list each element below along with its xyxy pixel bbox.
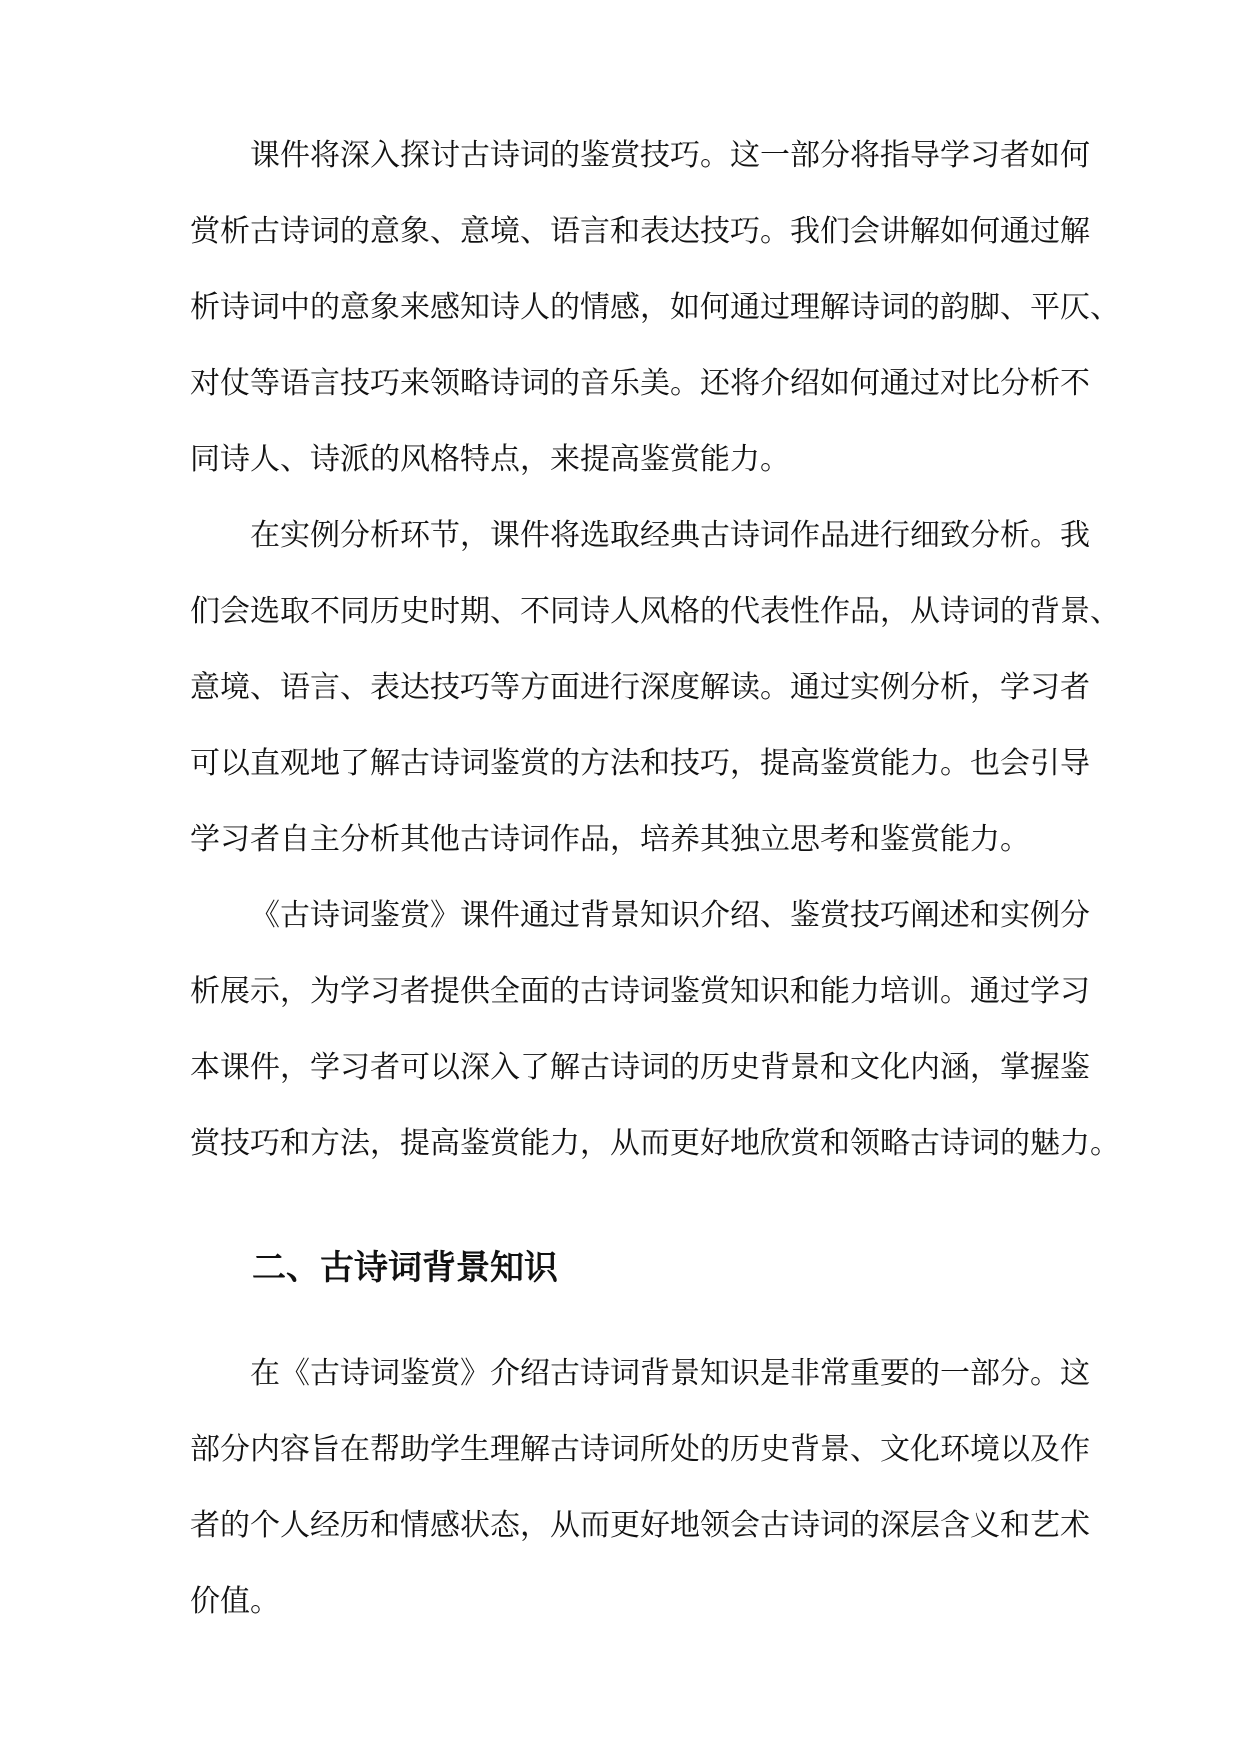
section-heading: 二、古诗词背景知识 [252, 1248, 558, 1288]
paragraph-case-analysis [190, 498, 1120, 878]
paragraph-line: 赏技巧和方法，提高鉴赏能力，从而更好地欣赏和领略古诗词的魅力。 [190, 1126, 1120, 1161]
paragraph-line: 部分内容旨在帮助学生理解古诗词所处的历史背景、文化环境以及作 [190, 1432, 1090, 1467]
paragraph-line: 《古诗词鉴赏》课件通过背景知识介绍、鉴赏技巧阐述和实例分 [250, 898, 1090, 933]
paragraph-line: 析展示，为学习者提供全面的古诗词鉴赏知识和能力培训。通过学习 [190, 974, 1090, 1009]
paragraph-line: 课件将深入探讨古诗词的鉴赏技巧。这一部分将指导学习者如何 [250, 138, 1090, 173]
paragraph-line: 对仗等语言技巧来领略诗词的音乐美。还将介绍如何通过对比分析不 [190, 366, 1090, 401]
paragraph-line: 价值。 [190, 1584, 280, 1619]
paragraph-background-knowledge [190, 1336, 1090, 1640]
paragraph-line: 者的个人经历和情感状态，从而更好地领会古诗词的深层含义和艺术 [190, 1508, 1090, 1543]
paragraph-line: 同诗人、诗派的风格特点，来提高鉴赏能力。 [190, 442, 790, 477]
paragraph-line: 在《古诗词鉴赏》介绍古诗词背景知识是非常重要的一部分。这 [250, 1356, 1090, 1391]
paragraph-course-summary [190, 878, 1120, 1182]
paragraph-line: 意境、语言、表达技巧等方面进行深度解读。通过实例分析，学习者 [190, 670, 1090, 705]
paragraph-line: 析诗词中的意象来感知诗人的情感，如何通过理解诗词的韵脚、平仄、 [190, 290, 1120, 325]
paragraph-line: 赏析古诗词的意象、意境、语言和表达技巧。我们会讲解如何通过解 [190, 214, 1090, 249]
paragraph-line: 们会选取不同历史时期、不同诗人风格的代表性作品，从诗词的背景、 [190, 594, 1120, 629]
paragraph-line: 学习者自主分析其他古诗词作品，培养其独立思考和鉴赏能力。 [190, 822, 1030, 857]
paragraph-line: 本课件，学习者可以深入了解古诗词的历史背景和文化内涵，掌握鉴 [190, 1050, 1090, 1085]
paragraph-line: 可以直观地了解古诗词鉴赏的方法和技巧，提高鉴赏能力。也会引导 [190, 746, 1090, 781]
paragraph-appreciation-skills [190, 118, 1120, 498]
paragraph-line: 在实例分析环节，课件将选取经典古诗词作品进行细致分析。我 [250, 518, 1090, 553]
